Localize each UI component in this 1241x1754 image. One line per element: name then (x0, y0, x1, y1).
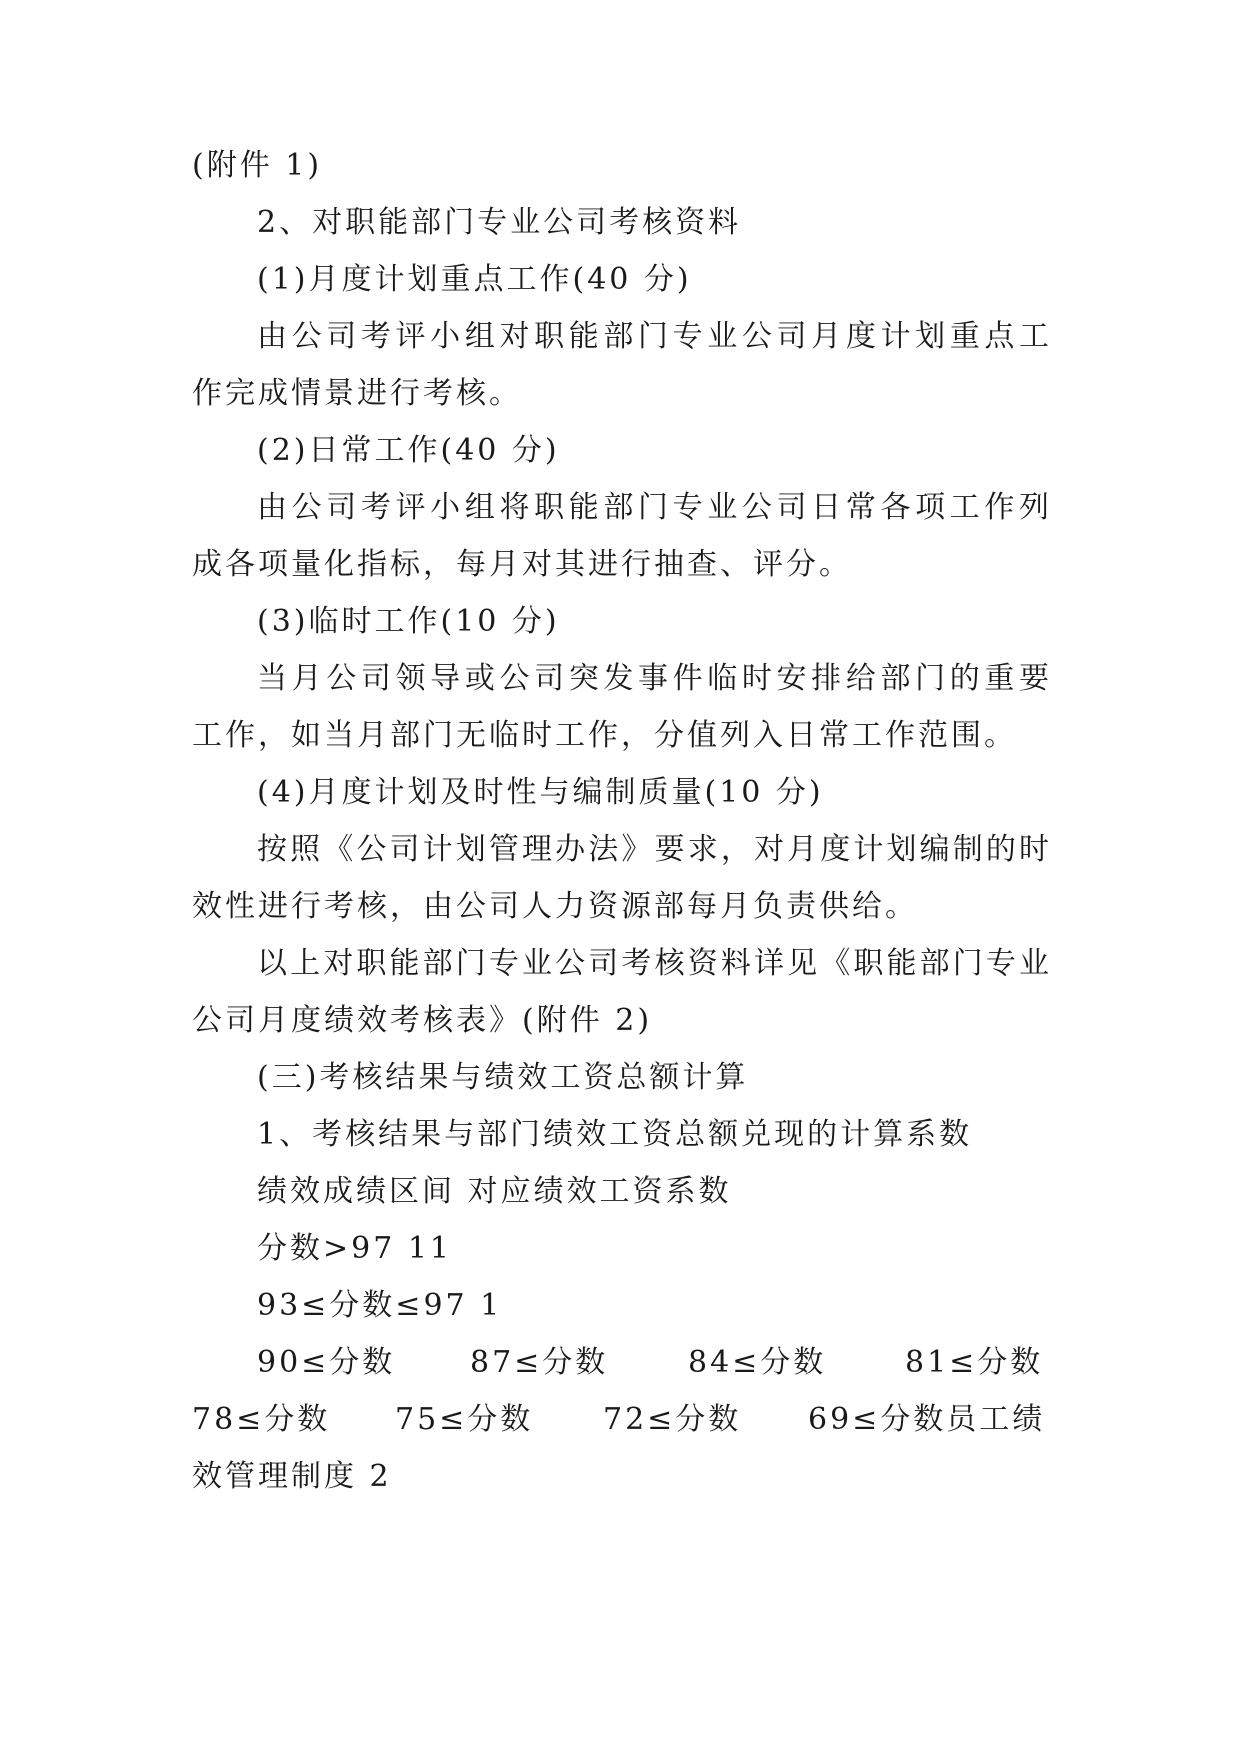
paragraph-line: 由公司考评小组将职能部门专业公司日常各项工作列 (257, 490, 1052, 525)
score-range-cell: 81≤分数 (905, 1345, 1044, 1380)
paragraph-line: 成各项量化指标，每月对其进行抽查、评分。 (192, 547, 852, 582)
score-range-line: 93≤分数≤97 1 (257, 1288, 503, 1323)
item-heading-4: (4)月度计划及时性与编制质量(10 分) (257, 775, 824, 810)
score-range-cell: 72≤分数 (603, 1402, 742, 1437)
item-heading-3: (3)临时工作(10 分) (257, 604, 560, 639)
score-range-cell: 69≤分数员工绩 (808, 1402, 1046, 1437)
score-range-cell: 84≤分数 (688, 1345, 827, 1380)
paragraph-line: 效管理制度 2 (192, 1459, 392, 1494)
score-range-cell: 78≤分数 (192, 1402, 331, 1437)
paragraph-line: 当月公司领导或公司突发事件临时安排给部门的重要 (257, 661, 1052, 696)
attachment-note-1: (附件 1) (192, 148, 323, 183)
score-range-cell: 90≤分数 (257, 1345, 396, 1380)
paragraph-line: 由公司考评小组对职能部门专业公司月度计划重点工 (257, 319, 1052, 354)
paragraph-line: 以上对职能部门专业公司考核资料详见《职能部门专业 (257, 946, 1052, 981)
paragraph-line: 作完成情景进行考核。 (192, 376, 522, 411)
paragraph-line: 公司月度绩效考核表》(附件 2) (192, 1003, 653, 1038)
score-range-cell: 75≤分数 (395, 1402, 534, 1437)
paragraph-line: 工作，如当月部门无临时工作，分值列入日常工作范围。 (192, 718, 1017, 753)
table-header-line: 绩效成绩区间 对应绩效工资系数 (257, 1174, 732, 1209)
section-heading-2: 2、对职能部门专业公司考核资料 (257, 205, 742, 240)
paragraph-line: 按照《公司计划管理办法》要求，对月度计划编制的时 (257, 832, 1052, 867)
section-heading-3: (三)考核结果与绩效工资总额计算 (257, 1060, 749, 1095)
paragraph-line: 效性进行考核，由公司人力资源部每月负责供给。 (192, 889, 918, 924)
item-heading-1: (1)月度计划重点工作(40 分) (257, 262, 692, 297)
item-heading-2: (2)日常工作(40 分) (257, 433, 560, 468)
score-range-cell: 87≤分数 (470, 1345, 609, 1380)
sub-heading-1: 1、考核结果与部门绩效工资总额兑现的计算系数 (257, 1117, 973, 1152)
score-range-line: 分数>97 11 (257, 1231, 453, 1266)
